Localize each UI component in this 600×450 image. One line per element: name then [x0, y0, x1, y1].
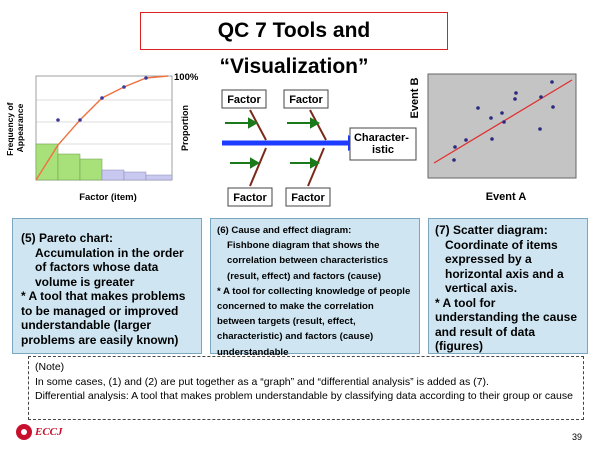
- scatter-point: [489, 116, 493, 120]
- box-heading: (7) Scatter diagram:: [435, 223, 548, 237]
- factor-label: Factor: [289, 94, 323, 106]
- pareto-y-left-label: Frequency of Appearance: [5, 102, 25, 156]
- page-title: QC 7 Tools and “Visualization”: [140, 12, 448, 50]
- pareto-description-box: [12, 218, 202, 354]
- pareto-point: [56, 118, 60, 122]
- pareto-point: [78, 118, 82, 122]
- pareto-bar: [124, 172, 146, 180]
- diagram-figures: [0, 0, 600, 215]
- scatter-diagram: [409, 74, 576, 203]
- characteristic-label: Character- istic: [353, 132, 409, 156]
- pareto-chart: [5, 72, 199, 203]
- note-box: [28, 356, 584, 420]
- logo-text: ECCJ: [35, 426, 63, 438]
- page-number: 39: [571, 432, 582, 442]
- pareto-point: [100, 96, 104, 100]
- scatter-point: [550, 80, 554, 84]
- note-line-2: Differential analysis: A tool that makes problem understandable by classifying data according to their group or cause: [35, 390, 573, 402]
- scatter-point: [490, 137, 494, 141]
- pareto-bar: [58, 154, 80, 180]
- scatter-point: [464, 138, 468, 142]
- box-note: * A tool for understanding the cause and result of data (figures): [435, 295, 578, 353]
- box-description: Fishbone diagram that shows the correlation between characteristics (result, effect) and factors (cause): [227, 240, 389, 282]
- box-heading: (5) Pareto chart:: [21, 231, 114, 245]
- pareto-max-label: 100%: [174, 72, 199, 83]
- logo-mark-icon: [16, 424, 32, 440]
- scatter-point: [514, 91, 518, 95]
- scatter-point: [551, 105, 555, 109]
- fishbone-description-box: [210, 218, 420, 358]
- pareto-bar: [146, 175, 172, 180]
- scatter-point: [538, 127, 542, 131]
- box-description: Coordinate of items expressed by a horizontal axis and a vertical axis.: [445, 237, 564, 295]
- scatter-x-label: Event A: [485, 191, 527, 203]
- scatter-y-label: Event B: [409, 77, 421, 119]
- scatter-point: [502, 120, 506, 124]
- box-note: * A tool that makes problems to be managed or improved understandable (larger problems are easily known): [21, 289, 186, 347]
- factor-label: Factor: [233, 192, 267, 204]
- note-label: (Note): [35, 361, 65, 373]
- box-heading: (6) Cause and effect diagram:: [217, 225, 352, 236]
- factor-label: Factor: [227, 94, 261, 106]
- scatter-point: [453, 145, 457, 149]
- scatter-point: [452, 158, 456, 162]
- pareto-bar: [80, 159, 102, 180]
- eccj-logo: [16, 424, 63, 440]
- note-line-1: In some cases, (1) and (2) are put together as a “graph” and “differential analysis” is added as (7).: [35, 375, 489, 388]
- scatter-frame: [428, 74, 576, 178]
- pareto-x-label: Factor (item): [79, 192, 137, 203]
- scatter-point: [513, 97, 517, 101]
- pareto-point: [144, 76, 148, 80]
- scatter-point: [500, 111, 504, 115]
- scatter-point: [476, 106, 480, 110]
- fishbone-diagram: [222, 90, 416, 206]
- pareto-bar: [102, 170, 124, 180]
- factor-label: Factor: [291, 192, 325, 204]
- box-note: * A tool for collecting knowledge of people concerned to make the correlation between targets (result, effect, characteristic) and factors (cause) understandable: [217, 285, 411, 358]
- scatter-point: [539, 95, 543, 99]
- pareto-y-right-label: Proportion: [180, 105, 190, 151]
- scatter-description-box: [428, 218, 588, 354]
- pareto-point: [122, 85, 126, 89]
- box-description: Accumulation in the order of factors whose data volume is greater: [35, 245, 184, 289]
